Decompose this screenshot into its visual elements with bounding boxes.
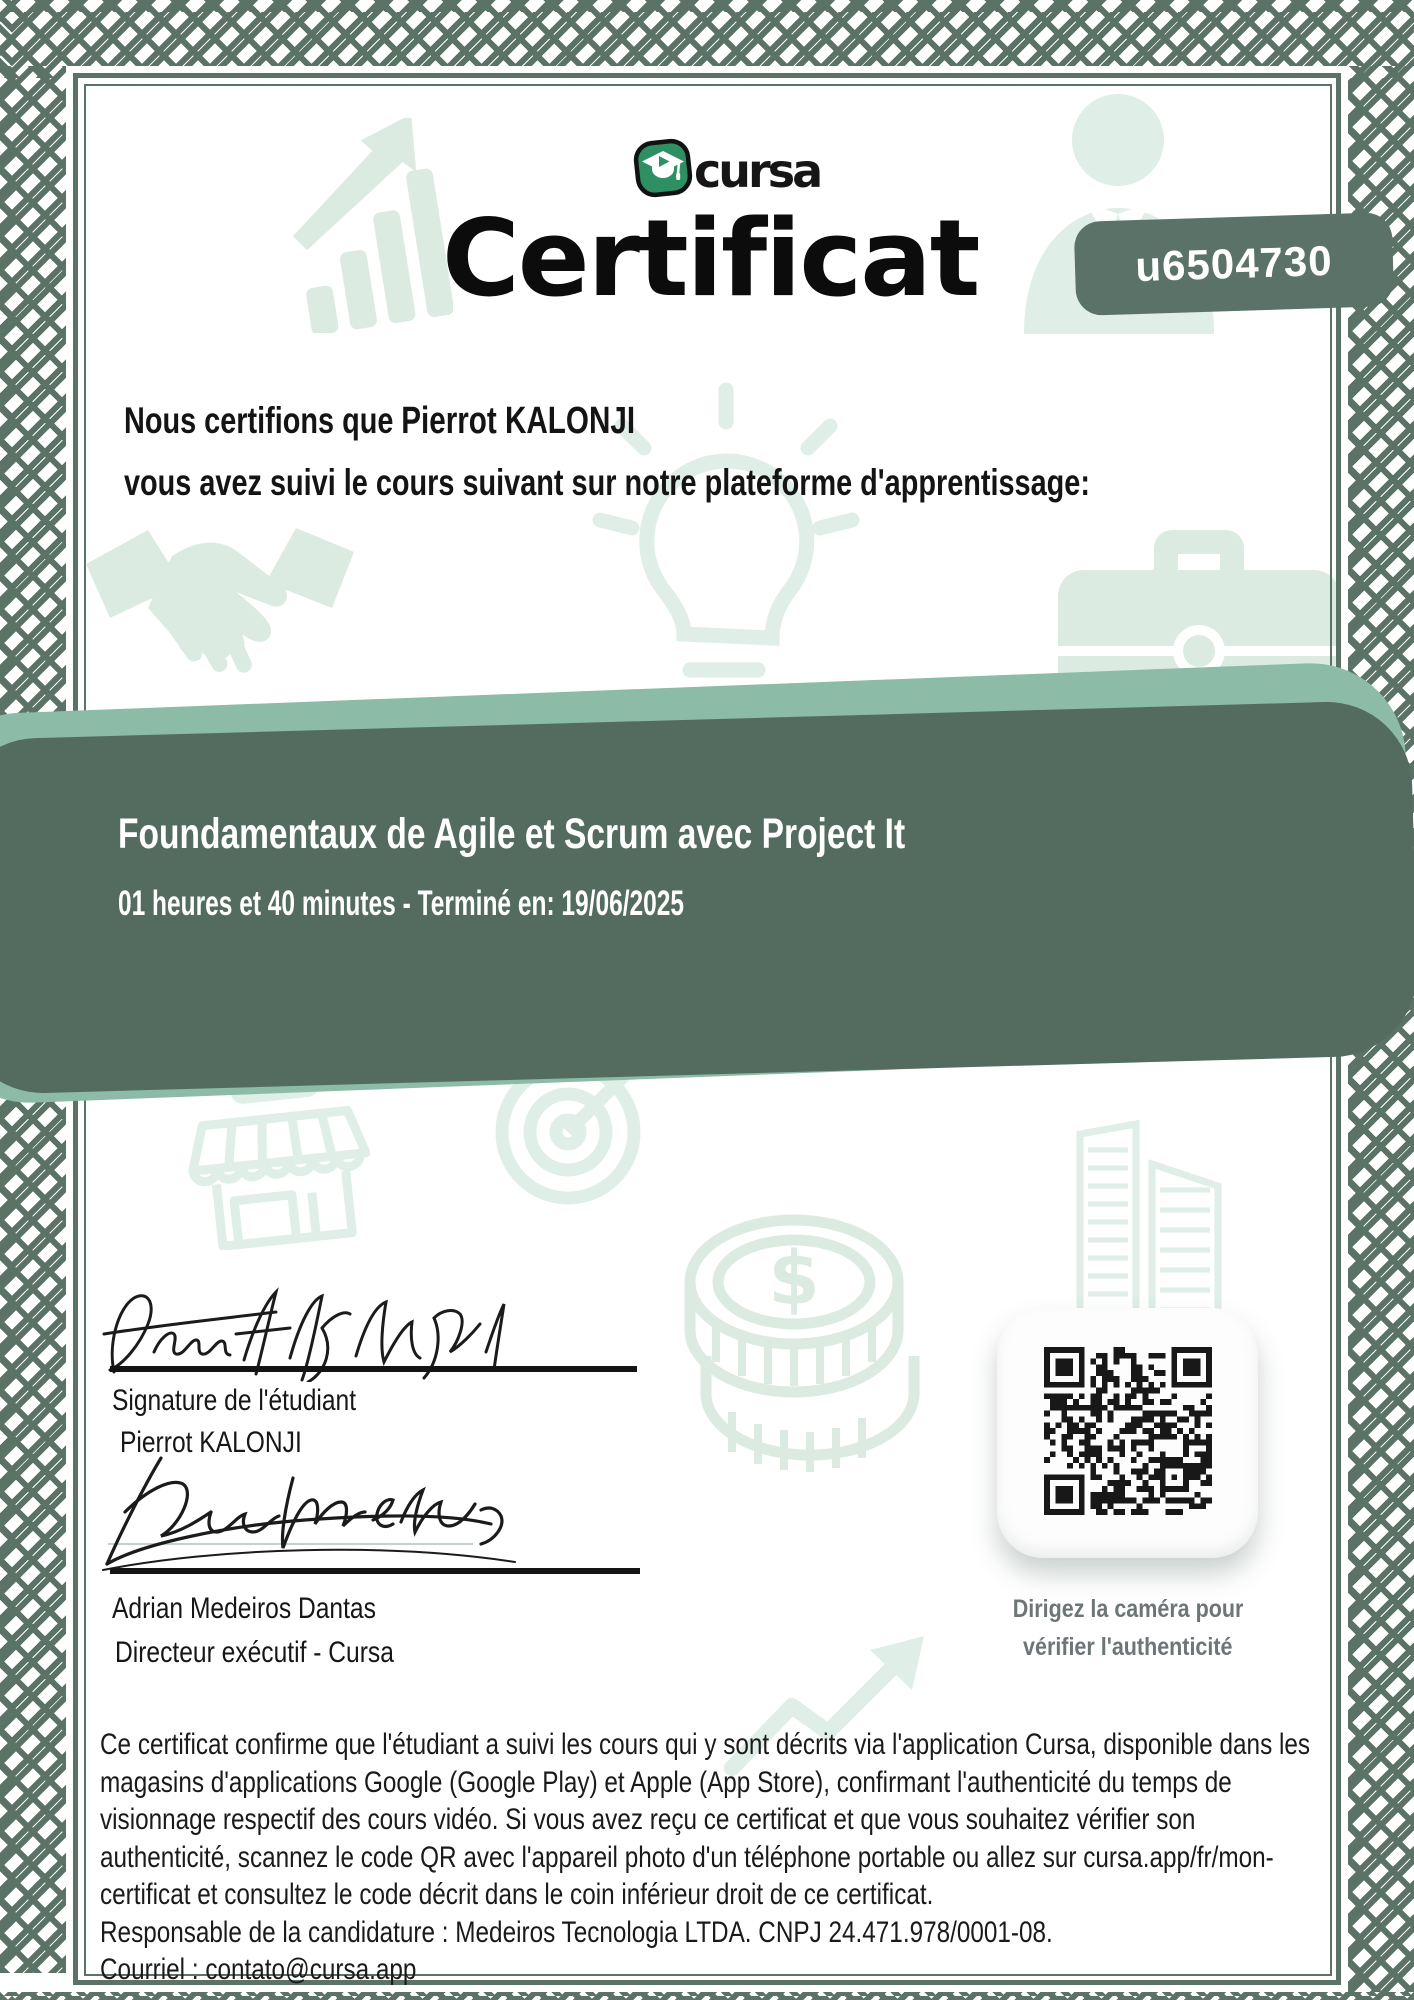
border-pattern-top [0,0,1414,66]
intro-line-2: vous avez suivi le cours suivant sur notre plateforme d'apprentissage: [124,462,1090,503]
footer-responsible: Responsable de la candidature : Medeiros Tecnologia LTDA. CNPJ 24.471.978/0001-08. [100,1915,1053,1949]
qr-code [1044,1347,1212,1520]
director-signature-scribble [95,1450,525,1576]
footer-email: Courriel : contato@cursa.app [100,1953,417,1986]
qr-card [997,1308,1258,1558]
intro-prefix: Nous certifions que [124,400,394,441]
director-name: Adrian Medeiros Dantas [112,1592,376,1625]
student-signature-label: Signature de l'étudiant [112,1384,357,1417]
qr-caption: Dirigez la caméra pour vérifier l'authenticité [1012,1595,1244,1661]
certificate-title: Certificat [442,197,979,320]
certificate-code-badge [1074,212,1395,316]
director-signature-line [110,1568,640,1574]
footer-body: Ce certificat confirme que l'étudiant a suivi les cours qui y sont décrits via l'application Cursa, disponible dans les magasins d'applications Google (Google Play) et Apple (App Store), confirmant l'authenticité du temps de visionnage respectif des cours vidéo. Si vous avez reçu ce certificat et que vous souhaitez vérifier son authenticité, scannez le code QR avec l'appareil photo d'un téléphone portable ou allez sur cursa.app/fr/mon-certificat et consultez le code décrit dans le coin inférieur droit de ce certificat. [100,1728,1311,1911]
brand-wordmark: cursa [694,144,821,198]
border-pattern-bottom [0,1992,1414,2000]
course-title: Foundamentaux de Agile et Scrum avec Project It [118,810,906,858]
course-meta: 01 heures et 40 minutes - Terminé en: 19/06/2025 [118,884,685,923]
student-signature-name: Pierrot KALONJI [120,1426,302,1459]
footer-disclaimer [100,1726,1331,1989]
student-name-inline: Pierrot KALONJI [401,400,636,442]
student-signature-line [110,1366,637,1372]
intro-line-1 [124,400,779,443]
svg-text:$: $ [768,1236,820,1322]
certificate-code: u6504730 [1134,236,1334,291]
director-role: Directeur exécutif - Cursa [115,1636,394,1669]
cursa-logo-icon [632,137,694,199]
